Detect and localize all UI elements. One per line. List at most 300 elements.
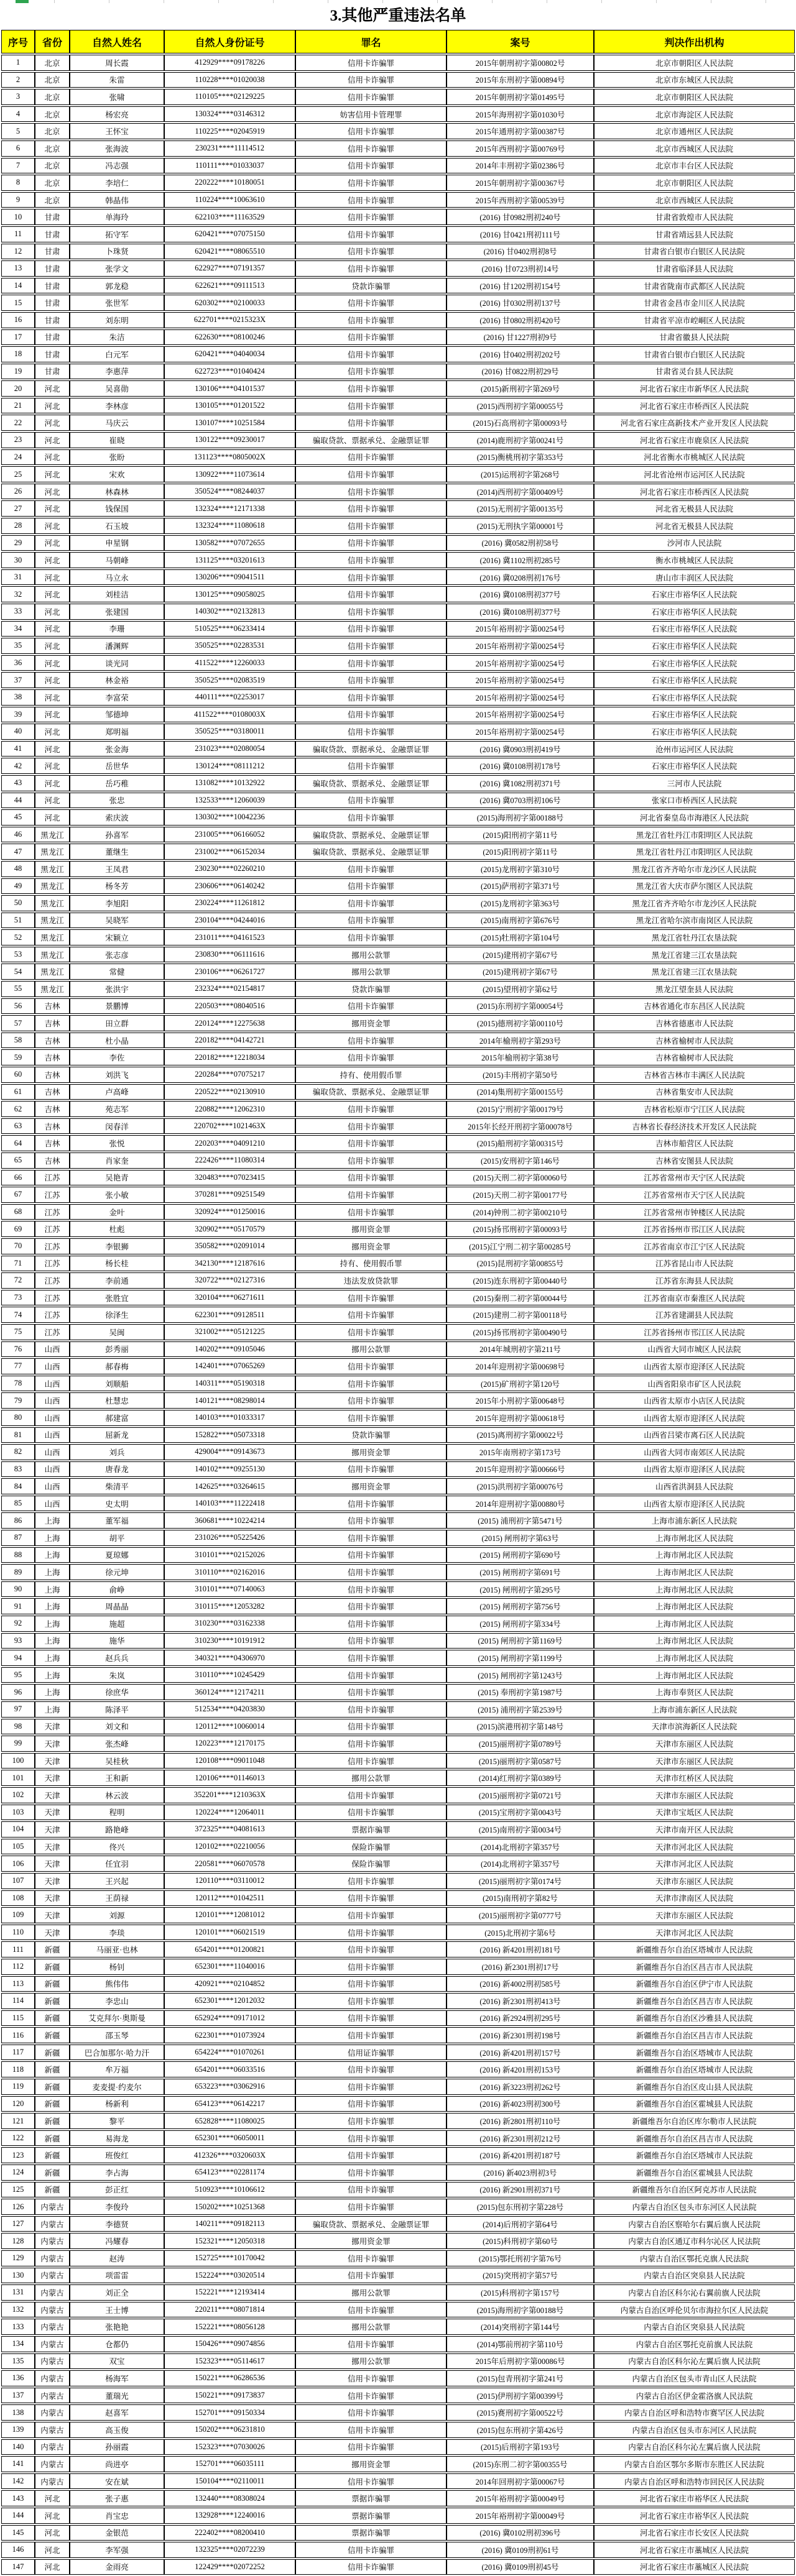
cell-person-name: 屈新龙 (70, 1427, 164, 1443)
table-row (1, 1427, 795, 1443)
table-row (1, 878, 795, 895)
cell-crime: 信用卡诈骗罪 (295, 518, 447, 534)
table-row (1, 380, 795, 397)
cell-court: 天津市河北区人民法院 (594, 1839, 795, 1855)
cell-province: 河北 (35, 2542, 70, 2558)
cell-id-number: 152725****10170042 (164, 2250, 295, 2266)
cell-person-name: 佟兴 (70, 1839, 164, 1855)
cell-case-number: (2016) 冀0108刑初178号 (447, 758, 594, 774)
cell-crime: 挪用公款罪 (295, 2284, 447, 2301)
cell-person-name: 杨钊 (70, 1959, 164, 1975)
cell-index: 111 (1, 1941, 35, 1957)
cell-court: 山西省阳泉市矿区人民法院 (594, 1376, 795, 1392)
cell-court: 甘肃省徽县人民法院 (594, 329, 795, 346)
cell-index: 103 (1, 1805, 35, 1821)
cell-index: 76 (1, 1341, 35, 1358)
cell-id-number: 152701****06035111 (164, 2456, 295, 2472)
table-row (1, 655, 795, 671)
cell-person-name: 夏琼娜 (70, 1547, 164, 1563)
cell-index: 125 (1, 2182, 35, 2198)
cell-case-number: (2015)丽刑初字第0174号 (447, 1873, 594, 1889)
cell-province: 新疆 (35, 2147, 70, 2163)
table-row (1, 2508, 795, 2524)
cell-id-number: 130582****07072655 (164, 535, 295, 551)
table-row (1, 1873, 795, 1889)
cell-court: 江苏省南京市秦淮区人民法院 (594, 1290, 795, 1306)
cell-id-number: 512534****04203830 (164, 1701, 295, 1718)
cell-court: 黑龙江省大庆市萨尔图区人民法院 (594, 878, 795, 895)
cell-province: 甘肃 (35, 312, 70, 328)
cell-person-name: 孙丽霞 (70, 2439, 164, 2455)
cell-index: 146 (1, 2542, 35, 2558)
cell-court: 石家庄市裕华区人民法院 (594, 707, 795, 723)
cell-person-name: 马朝峰 (70, 552, 164, 568)
cell-case-number: (2015)突刑初字第57号 (447, 2268, 594, 2284)
table-row (1, 1238, 795, 1254)
cell-id-number: 120112****10060014 (164, 1719, 295, 1735)
cell-person-name: 杨新利 (70, 2096, 164, 2112)
table-row (1, 2268, 795, 2284)
cell-province: 河北 (35, 809, 70, 826)
cell-case-number: (2015)丰刑初字第50号 (447, 1067, 594, 1083)
cell-province: 内蒙古 (35, 2456, 70, 2472)
cell-province: 河北 (35, 466, 70, 482)
table-row (1, 1616, 795, 1632)
cell-case-number: (2015) 奉刑初字第1987号 (447, 1684, 594, 1700)
cell-province: 内蒙古 (35, 2268, 70, 2284)
cell-index: 50 (1, 895, 35, 911)
cell-province: 上海 (35, 1684, 70, 1700)
cell-crime: 票据诈骗罪 (295, 2490, 447, 2506)
table-row (1, 1821, 795, 1838)
cell-court: 江苏省东海县人民法院 (594, 1272, 795, 1289)
cell-case-number: 2015年裕刑初字第00254号 (447, 672, 594, 688)
cell-case-number: (2014)集刑初字第00155号 (447, 1084, 594, 1100)
cell-index: 74 (1, 1307, 35, 1323)
cell-crime: 信用卡诈骗罪 (295, 1376, 447, 1392)
cell-index: 67 (1, 1187, 35, 1203)
cell-crime: 信用卡诈骗罪 (295, 1101, 447, 1117)
cell-person-name: 杨冬芳 (70, 878, 164, 895)
cell-index: 6 (1, 140, 35, 157)
cell-id-number: 132928****12240016 (164, 2508, 295, 2524)
cell-crime: 信用卡诈骗罪 (295, 175, 447, 191)
cell-crime: 持有、使用假币罪 (295, 1256, 447, 1272)
cell-province: 吉林 (35, 1084, 70, 1100)
cell-province: 山西 (35, 1410, 70, 1426)
cell-id-number: 620302****02100033 (164, 295, 295, 311)
cell-crime: 信用卡诈骗罪 (295, 1152, 447, 1169)
cell-province: 吉林 (35, 1015, 70, 1031)
cell-crime: 信用卡诈骗罪 (295, 2079, 447, 2095)
cell-province: 河北 (35, 586, 70, 602)
cell-province: 天津 (35, 1925, 70, 1941)
cell-province: 吉林 (35, 998, 70, 1014)
table-row (1, 1805, 795, 1821)
cell-crime: 信用卡诈骗罪 (295, 1873, 447, 1889)
cell-person-name: 张建国 (70, 604, 164, 620)
cell-court: 新疆维吾尔自治区昌吉市人民法院 (594, 1959, 795, 1975)
cell-id-number: 142625****03264615 (164, 1478, 295, 1494)
cell-person-name: 李珊 (70, 621, 164, 637)
cell-index: 73 (1, 1290, 35, 1306)
cell-case-number: (2015)牡刑初字第104号 (447, 929, 594, 945)
cell-court: 黑龙江望奎县人民法院 (594, 981, 795, 997)
cell-province: 天津 (35, 1736, 70, 1752)
cell-crime: 信用卡诈骗罪 (295, 552, 447, 568)
cell-id-number: 622301****01073924 (164, 2027, 295, 2043)
cell-case-number: (2015)秦刑二初字第00044号 (447, 1290, 594, 1306)
cell-case-number: 2015年迎刑初字第00666号 (447, 1461, 594, 1478)
table-row (1, 895, 795, 911)
cell-index: 3 (1, 89, 35, 105)
cell-court: 黑龙江省齐齐哈尔市龙沙区人民法院 (594, 895, 795, 911)
cell-crime: 信用卡诈骗罪 (295, 1805, 447, 1821)
cell-court: 吉林市船营区人民法院 (594, 1135, 795, 1151)
cell-court: 河北省石家庄市藁城区人民法院 (594, 2559, 795, 2575)
cell-court: 山西省洪洞县人民法院 (594, 1478, 795, 1494)
cell-province: 黑龙江 (35, 947, 70, 963)
cell-person-name: 崔晓 (70, 432, 164, 448)
cell-person-name: 宋颖立 (70, 929, 164, 945)
cell-court: 江苏省扬州市邗江区人民法院 (594, 1221, 795, 1237)
cell-id-number: 132324****12171338 (164, 500, 295, 517)
table-row (1, 500, 795, 517)
table-row (1, 244, 795, 260)
table-row (1, 1272, 795, 1289)
cell-person-name: 李旭阳 (70, 895, 164, 911)
cell-case-number: (2015)宝刑初字第0043号 (447, 1805, 594, 1821)
cell-index: 16 (1, 312, 35, 328)
cell-person-name: 安在斌 (70, 2473, 164, 2490)
cell-person-name: 朱洁 (70, 329, 164, 346)
cell-case-number: (2015) 闸刑初字第1169号 (447, 1633, 594, 1649)
cell-crime: 信用卡诈骗罪 (295, 929, 447, 945)
cell-court: 石家庄市裕华区人民法院 (594, 724, 795, 740)
cell-court: 石家庄市裕华区人民法院 (594, 689, 795, 706)
cell-person-name: 双宝 (70, 2353, 164, 2370)
cell-province: 山西 (35, 1444, 70, 1460)
cell-index: 75 (1, 1324, 35, 1340)
cell-index: 93 (1, 1633, 35, 1649)
cell-province: 上海 (35, 1650, 70, 1666)
cell-id-number: 132325****02072239 (164, 2542, 295, 2558)
cell-person-name: 王怀宝 (70, 123, 164, 139)
cell-crime: 信用卡诈骗罪 (295, 1496, 447, 1512)
cell-crime: 信用卡诈骗罪 (295, 1650, 447, 1666)
cell-case-number: (2015)石高刑初字第00093号 (447, 415, 594, 431)
table-row (1, 552, 795, 568)
cell-court: 新疆维吾尔自治区塔城市人民法院 (594, 2061, 795, 2077)
table-row (1, 2284, 795, 2301)
cell-index: 53 (1, 947, 35, 963)
cell-crime: 信用卡诈骗罪 (295, 415, 447, 431)
cell-index: 99 (1, 1736, 35, 1752)
table-row (1, 1049, 795, 1065)
cell-id-number: 130324****03146312 (164, 106, 295, 122)
cell-province: 新疆 (35, 1941, 70, 1957)
table-row (1, 2061, 795, 2077)
cell-id-number: 620421****08065510 (164, 244, 295, 260)
cell-province: 吉林 (35, 1118, 70, 1134)
cell-id-number: 652301****12012032 (164, 1993, 295, 2009)
cell-index: 63 (1, 1118, 35, 1134)
cell-id-number: 220124****12275638 (164, 1015, 295, 1031)
cell-court: 上海市浦东新区人民法院 (594, 1701, 795, 1718)
cell-person-name: 徐元坤 (70, 1564, 164, 1580)
cell-court: 天津市津南区人民法院 (594, 1890, 795, 1907)
cell-person-name: 杜小晶 (70, 1033, 164, 1049)
cell-crime: 信用卡诈骗罪 (295, 793, 447, 809)
cell-case-number: (2015)后刑初字第193号 (447, 2439, 594, 2455)
cell-crime: 信用卡诈骗罪 (295, 89, 447, 105)
cell-index: 68 (1, 1204, 35, 1220)
cell-id-number: 652301****06050011 (164, 2130, 295, 2146)
cell-index: 82 (1, 1444, 35, 1460)
cell-province: 黑龙江 (35, 844, 70, 860)
cell-person-name: 闵春洋 (70, 1118, 164, 1134)
cell-index: 51 (1, 913, 35, 929)
cell-person-name: 杜彪 (70, 1221, 164, 1237)
cell-index: 1 (1, 55, 35, 71)
table-row (1, 192, 795, 208)
table-row (1, 621, 795, 637)
cell-court: 唐山市丰润区人民法院 (594, 569, 795, 586)
table-row (1, 278, 795, 294)
cell-person-name: 路艳峰 (70, 1821, 164, 1838)
cell-crime: 信用卡诈骗罪 (295, 672, 447, 688)
cell-case-number: (2016) 冀0903刑初419号 (447, 741, 594, 757)
cell-person-name: 单海玲 (70, 209, 164, 225)
cell-crime: 挪用公款罪 (295, 947, 447, 963)
cell-case-number: (2016) 甘0421刑初111号 (447, 226, 594, 242)
cell-person-name: 张杰峰 (70, 1736, 164, 1752)
table-row (1, 2473, 795, 2490)
cell-province: 上海 (35, 1598, 70, 1614)
cell-crime: 骗取贷款、票据承兑、金融票证罪 (295, 432, 447, 448)
cell-id-number: 120112****01042511 (164, 1890, 295, 1907)
header-row (1, 30, 795, 53)
cell-crime: 妨害信用卡管理罪 (295, 106, 447, 122)
cell-case-number: (2015) 闸刑初字第63号 (447, 1530, 594, 1546)
table-row (1, 604, 795, 620)
cell-case-number: (2015)赛刑初字第00522号 (447, 2404, 594, 2421)
cell-case-number: (2014)北刑初字第357号 (447, 1856, 594, 1872)
cell-person-name: 吴闽 (70, 1324, 164, 1340)
cell-id-number: 220211****08071814 (164, 2302, 295, 2318)
cell-province: 北京 (35, 72, 70, 88)
cell-crime: 信用卡诈骗罪 (295, 1890, 447, 1907)
cell-person-name: 郝建富 (70, 1410, 164, 1426)
cell-court: 天津市东丽区人民法院 (594, 1753, 795, 1769)
cell-province: 河北 (35, 604, 70, 620)
cell-id-number: 140103****11222418 (164, 1496, 295, 1512)
table-row (1, 1033, 795, 1049)
cell-id-number: 360681****10224214 (164, 1512, 295, 1529)
cell-id-number: 654201****06033516 (164, 2061, 295, 2077)
cell-index: 126 (1, 2199, 35, 2215)
cell-person-name: 张胜宜 (70, 1290, 164, 1306)
table-row (1, 2490, 795, 2506)
cell-province: 天津 (35, 1821, 70, 1838)
cell-index: 85 (1, 1496, 35, 1512)
cell-province: 山西 (35, 1392, 70, 1409)
cell-case-number: 2015年朝刑初字第00367号 (447, 175, 594, 191)
cell-id-number: 132440****08308024 (164, 2490, 295, 2506)
cell-crime: 骗取贷款、票据承兑、金融票证罪 (295, 2216, 447, 2232)
cell-case-number: 2015年后刑初字第00086号 (447, 2353, 594, 2370)
cell-case-number: 2015年西刑初字第00539号 (447, 192, 594, 208)
cell-index: 24 (1, 449, 35, 466)
cell-id-number: 230104****04244016 (164, 913, 295, 929)
cell-crime: 信用卡诈骗罪 (295, 1049, 447, 1065)
cell-province: 内蒙古 (35, 2353, 70, 2370)
cell-index: 113 (1, 1976, 35, 1992)
cell-province: 山西 (35, 1478, 70, 1494)
cell-court: 黑龙江省牡丹江市阳明区人民法院 (594, 844, 795, 860)
cell-person-name: 熊伟伟 (70, 1976, 164, 1992)
cell-court: 山西省太原市迎泽区人民法院 (594, 1461, 795, 1478)
cell-index: 46 (1, 827, 35, 843)
cell-id-number: 140202****09105046 (164, 1341, 295, 1358)
cell-province: 甘肃 (35, 346, 70, 362)
cell-person-name: 石玉坡 (70, 518, 164, 534)
cell-person-name: 王兴起 (70, 1873, 164, 1889)
cell-index: 78 (1, 1376, 35, 1392)
cell-province: 河北 (35, 569, 70, 586)
table-row (1, 741, 795, 757)
cell-crime: 信用卡诈骗罪 (295, 484, 447, 500)
cell-person-name: 李佐 (70, 1049, 164, 1065)
cell-person-name: 张志彦 (70, 947, 164, 963)
cell-id-number: 140211****09182113 (164, 2216, 295, 2232)
cell-id-number: 510923****10106612 (164, 2182, 295, 2198)
cell-person-name: 杜慧忠 (70, 1392, 164, 1409)
cell-index: 94 (1, 1650, 35, 1666)
cell-case-number: (2015)包青刑初字第241号 (447, 2370, 594, 2386)
cell-court: 上海市闸北区人民法院 (594, 1530, 795, 1546)
cell-province: 江苏 (35, 1204, 70, 1220)
cell-person-name: 林森林 (70, 484, 164, 500)
cell-crime: 信用卡诈骗罪 (295, 158, 447, 174)
cell-crime: 信用卡诈骗罪 (295, 1993, 447, 2009)
cell-province: 上海 (35, 1530, 70, 1546)
cell-id-number: 350524****08244037 (164, 484, 295, 500)
cell-id-number: 411522****0108003X (164, 707, 295, 723)
cell-person-name: 李军强 (70, 2542, 164, 2558)
cell-id-number: 310101****02152026 (164, 1547, 295, 1563)
cell-province: 江苏 (35, 1290, 70, 1306)
cell-court: 石家庄市裕华区人民法院 (594, 621, 795, 637)
table-row (1, 1701, 795, 1718)
cell-province: 吉林 (35, 1101, 70, 1117)
cell-index: 84 (1, 1478, 35, 1494)
cell-index: 119 (1, 2079, 35, 2095)
cell-person-name: 黎平 (70, 2113, 164, 2129)
cell-id-number: 120101****06021519 (164, 1925, 295, 1941)
cell-index: 47 (1, 844, 35, 860)
cell-index: 117 (1, 2045, 35, 2061)
table-row (1, 2027, 795, 2043)
cell-case-number: (2016) 新4201刑初157号 (447, 2045, 594, 2061)
cell-case-number: (2014)北刑初字第357号 (447, 1839, 594, 1855)
cell-index: 124 (1, 2164, 35, 2181)
cell-court: 内蒙古自治区科尔沁左翼后旗人民法院 (594, 2353, 795, 2370)
cell-court: 内蒙古自治区呼和浩特市赛罕区人民法院 (594, 2404, 795, 2421)
table-row (1, 981, 795, 997)
cell-person-name: 吴桂秋 (70, 1753, 164, 1769)
cell-crime: 信用卡诈骗罪 (295, 1135, 447, 1151)
cell-case-number: (2015)科刑初字第157号 (447, 2284, 594, 2301)
cell-crime: 信用卡诈骗罪 (295, 123, 447, 139)
cell-court: 北京市西城区人民法院 (594, 192, 795, 208)
cell-court: 新疆维吾尔自治区昌吉市人民法院 (594, 2027, 795, 2043)
cell-id-number: 232324****02154817 (164, 981, 295, 997)
cell-case-number: 2015年长经开刑初字第00078号 (447, 1118, 594, 1134)
cell-case-number: (2016) 新4023刑初3号 (447, 2164, 594, 2181)
cell-court: 河北省石家庄市裕华区人民法院 (594, 2490, 795, 2506)
cell-case-number: 2015年南刑初字第173号 (447, 1444, 594, 1460)
cell-person-name: 肖家奎 (70, 1152, 164, 1169)
cell-case-number: (2016) 冀0109刑初61号 (447, 2542, 594, 2558)
cell-index: 123 (1, 2147, 35, 2163)
cell-id-number: 310110****10245429 (164, 1667, 295, 1683)
cell-person-name: 刘顺船 (70, 1376, 164, 1392)
cell-court: 北京市丰台区人民法院 (594, 158, 795, 174)
cell-id-number: 620421****04040034 (164, 346, 295, 362)
cell-id-number: 110111****01033037 (164, 158, 295, 174)
cell-crime: 信用卡诈骗罪 (295, 2130, 447, 2146)
cell-court: 天津市东丽区人民法院 (594, 1907, 795, 1923)
cell-case-number: 2014年迎刑初字第00698号 (447, 1358, 594, 1374)
cell-court: 甘肃省敦煌市人民法院 (594, 209, 795, 225)
cell-province: 新疆 (35, 2164, 70, 2181)
cell-person-name: 彭秀丽 (70, 1341, 164, 1358)
cell-case-number: 2014年榆刑初字第293号 (447, 1033, 594, 1049)
cell-case-number: (2015)丽刑初字第0777号 (447, 1907, 594, 1923)
cell-person-name: 谈光同 (70, 655, 164, 671)
cell-province: 甘肃 (35, 364, 70, 380)
cell-court: 上海市闸北区人民法院 (594, 1667, 795, 1683)
cell-id-number: 140302****02132813 (164, 604, 295, 620)
cell-id-number: 131082****10132922 (164, 775, 295, 791)
table-row (1, 1753, 795, 1769)
cell-province: 河北 (35, 432, 70, 448)
table-row (1, 1496, 795, 1512)
cell-province: 河北 (35, 689, 70, 706)
table-row (1, 432, 795, 448)
cell-id-number: 120224****12064011 (164, 1805, 295, 1821)
cell-case-number: (2015)洪刑初字第00076号 (447, 1478, 594, 1494)
cell-crime: 信用卡诈骗罪 (295, 1959, 447, 1975)
cell-person-name: 张艳艳 (70, 2319, 164, 2335)
cell-province: 河北 (35, 758, 70, 774)
cell-person-name: 郭龙稳 (70, 278, 164, 294)
cell-province: 甘肃 (35, 209, 70, 225)
cell-index: 58 (1, 1033, 35, 1049)
cell-id-number: 321002****05121225 (164, 1324, 295, 1340)
cell-index: 95 (1, 1667, 35, 1683)
cell-court: 河北省无极县人民法院 (594, 500, 795, 517)
cell-index: 147 (1, 2559, 35, 2575)
cell-court: 上海市奉贤区人民法院 (594, 1684, 795, 1700)
cell-crime: 信用卡诈骗罪 (295, 1358, 447, 1374)
cell-id-number: 220882****12062310 (164, 1101, 295, 1117)
cell-case-number: 2015年榆刑初字第38号 (447, 1049, 594, 1065)
cell-index: 38 (1, 689, 35, 706)
cell-province: 新疆 (35, 2061, 70, 2077)
table-row (1, 1856, 795, 1872)
